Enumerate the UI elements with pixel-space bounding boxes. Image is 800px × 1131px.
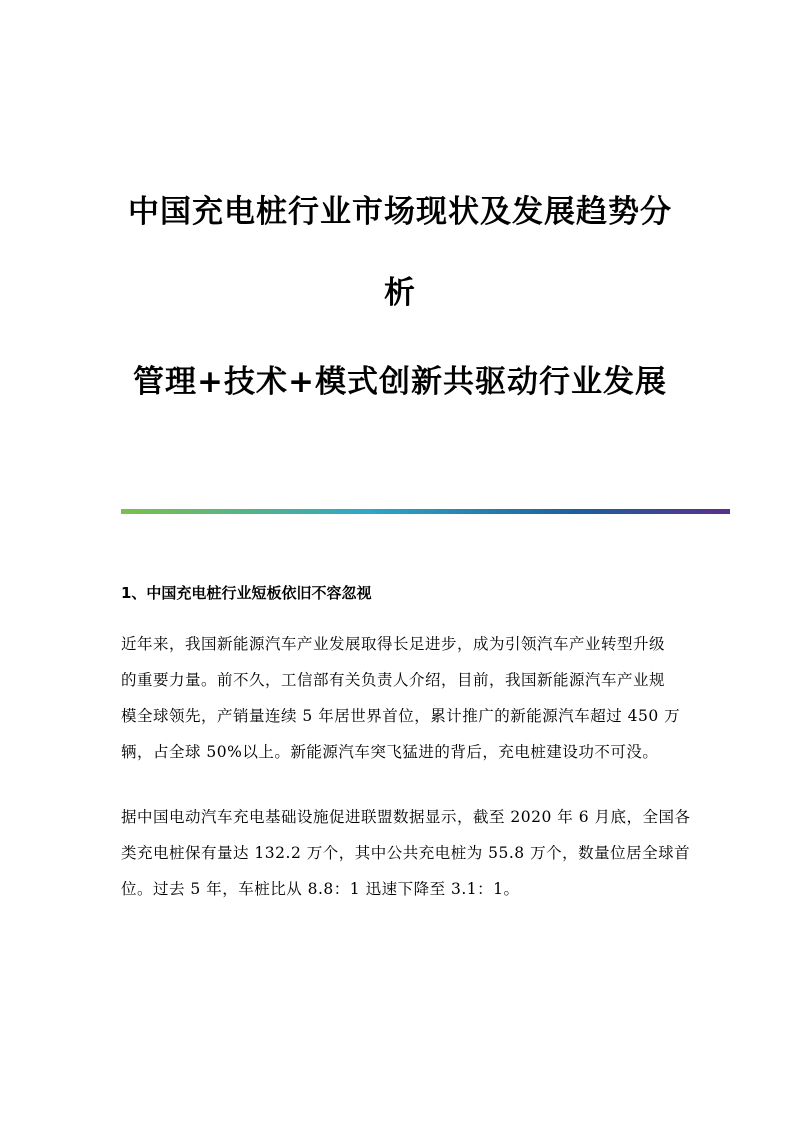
- paragraph-line: 近年来，我国新能源汽车产业发展取得长足进步，成为引领汽车产业转型升级: [121, 635, 666, 653]
- paragraph-line: 位。过去 5 年，车桩比从 8.8：1 迅速下降至 3.1：1。: [121, 880, 520, 898]
- section-heading: 1、中国充电桩行业短板依旧不容忽视: [121, 584, 372, 602]
- document-title-line-2: 析: [384, 275, 416, 311]
- paragraph-line: 类充电桩保有量达 132.2 万个，其中公共充电桩为 55.8 万个，数量位居全球首: [121, 844, 691, 862]
- paragraph-1: [121, 626, 733, 770]
- paragraph-line: 据中国电动汽车充电基础设施促进联盟数据显示，截至 2020 年 6 月底，全国各: [121, 808, 691, 826]
- document-title-line-1: 中国充电桩行业市场现状及发展趋势分: [128, 194, 672, 230]
- paragraph-line: 模全球领先，产销量连续 5 年居世界首位，累计推广的新能源汽车超过 450 万: [121, 707, 681, 725]
- paragraph-line: 的重要力量。前不久，工信部有关负责人介绍，目前，我国新能源汽车产业规: [121, 671, 666, 689]
- gradient-divider: [121, 509, 730, 514]
- paragraph-2: [121, 799, 733, 907]
- document-subtitle: 管理+技术+模式创新共驱动行业发展: [133, 364, 667, 400]
- paragraph-line: 辆，占全球 50%以上。新能源汽车突飞猛进的背后，充电桩建设功不可没。: [121, 743, 659, 761]
